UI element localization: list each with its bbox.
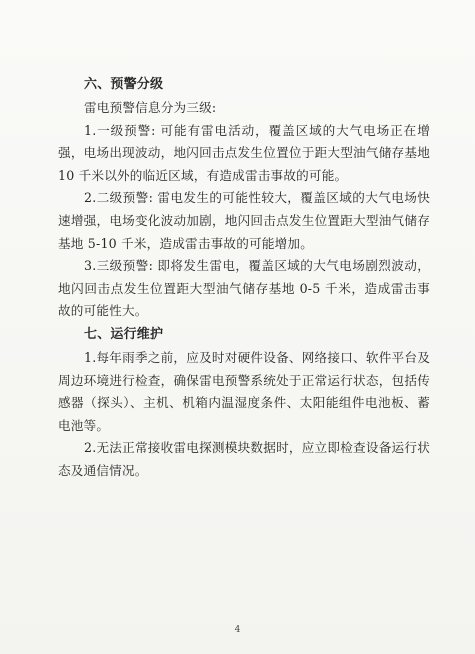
maintenance-item-1: 1.每年雨季之前，应及时对硬件设备、网络接口、软件平台及周边环境进行检查，确保雷电预警系统处于正常运行状态，包括传感器（探头）、主机、机箱内温湿度条件、太阳能组件电池板、蓄电池等。 — [58, 349, 430, 433]
warning-level-2: 2.二级预警: 雷电发生的可能性较大，覆盖区域的大气电场快速增强，电场变化波动加剧，地闪回击点发生位置距大型油气储存基地 5-10 千米，造成雷击事故的可能增加。 — [58, 190, 430, 251]
warning-level-1: 1.一级预警: 可能有雷电活动，覆盖区域的大气电场正在增强，电场出现波动，地闪回击点发生位置位于距大型油气储存基地 10 千米以外的临近区域，有造成雷击事故的可能。 — [58, 122, 430, 183]
document-body — [58, 73, 430, 483]
maintenance-item-2: 2.无法正常接收雷电探测模块数据时，应立即检查设备运行状态及通信情况。 — [58, 440, 430, 478]
warning-level-3: 3.三级预警: 即将发生雷电，覆盖区域的大气电场剧烈波动，地闪回击点发生位置距大型油气储存基地 0-5 千米，造成雷击事故的可能性大。 — [58, 258, 430, 319]
page-number: 4 — [234, 625, 241, 635]
warning-levels-intro: 雷电预警信息分为三级: — [84, 100, 217, 115]
section-heading-warning-levels: 六、预警分级 — [84, 77, 164, 92]
section-heading-maintenance: 七、运行维护 — [84, 326, 164, 342]
